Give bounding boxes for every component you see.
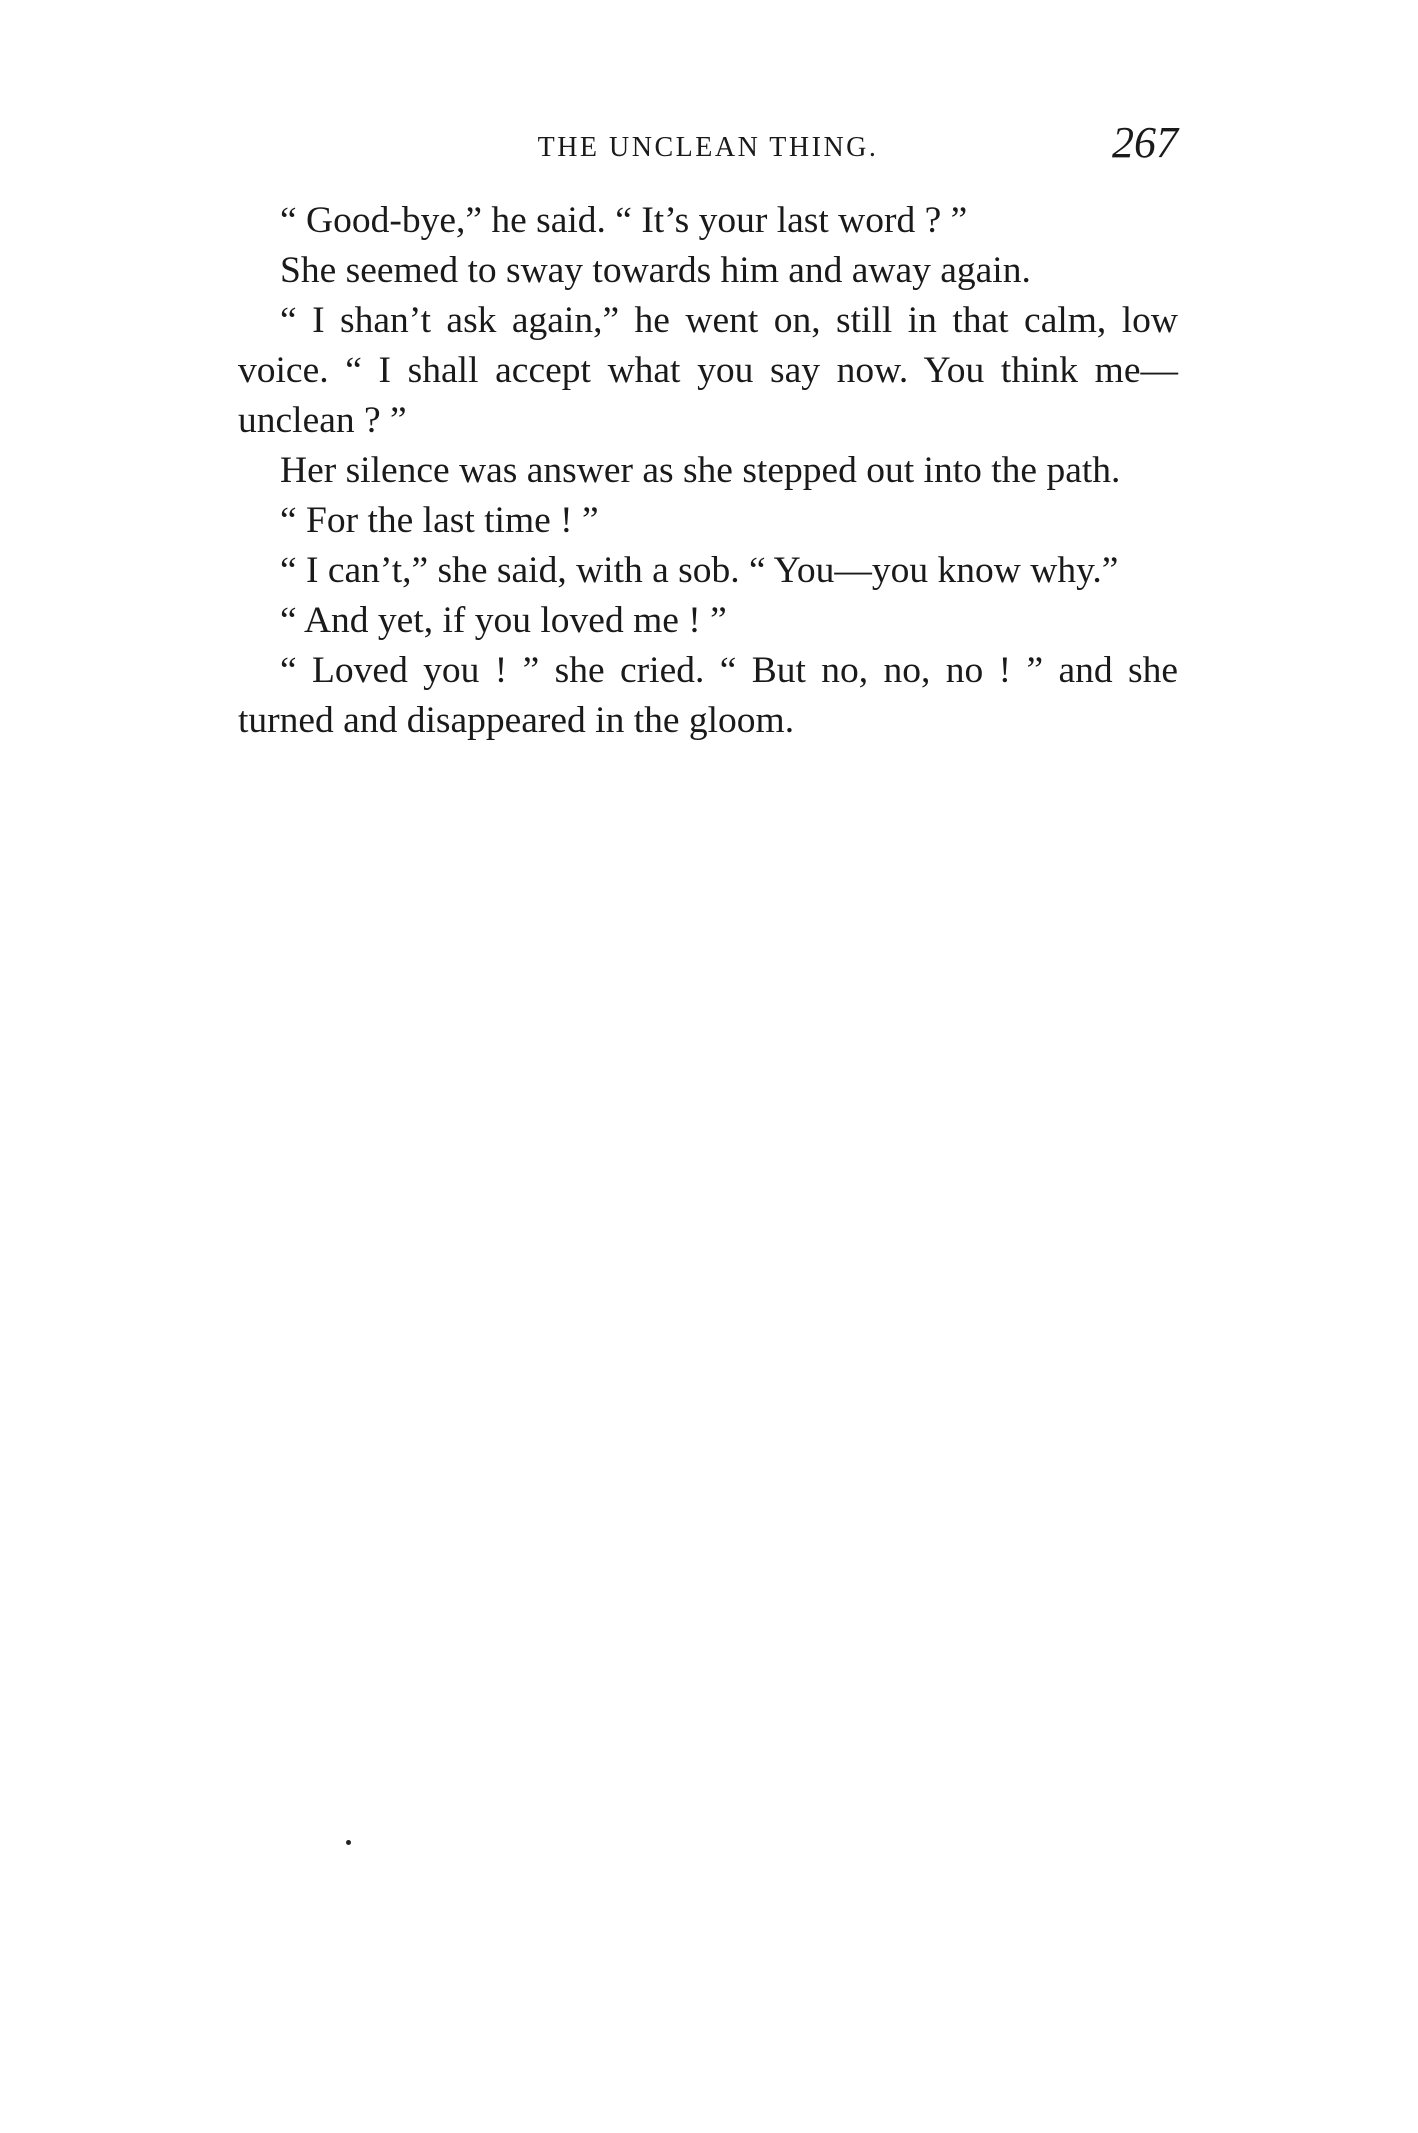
running-header [238,118,1178,178]
paragraph: “ Loved you ! ” she cried. “ But no, no, no ! ” and she turned and disappeared in the gloom. [238,650,1178,741]
body-text [238,196,1178,746]
paragraph: “ For the last time ! ” [280,500,599,541]
paragraph: “ I can’t,” she said, with a sob. “ You—you know why.” [280,550,1119,591]
paragraph: Her silence was answer as she stepped out into the path. [280,450,1121,491]
paragraph: “ I shan’t ask again,” he went on, still in that calm, low voice. “ I shall accept what you say now. You think me—unclean ? ” [238,300,1178,441]
paragraph: “ Good-bye,” he said. “ It’s your last word ? ” [280,200,968,241]
page-number: 267 [1112,118,1178,167]
paragraph: She seemed to sway towards him and away again. [280,250,1031,291]
paragraph: “ And yet, if you loved me ! ” [280,600,727,641]
running-title: THE UNCLEAN THING. [537,132,879,163]
ink-speck [346,1840,351,1845]
